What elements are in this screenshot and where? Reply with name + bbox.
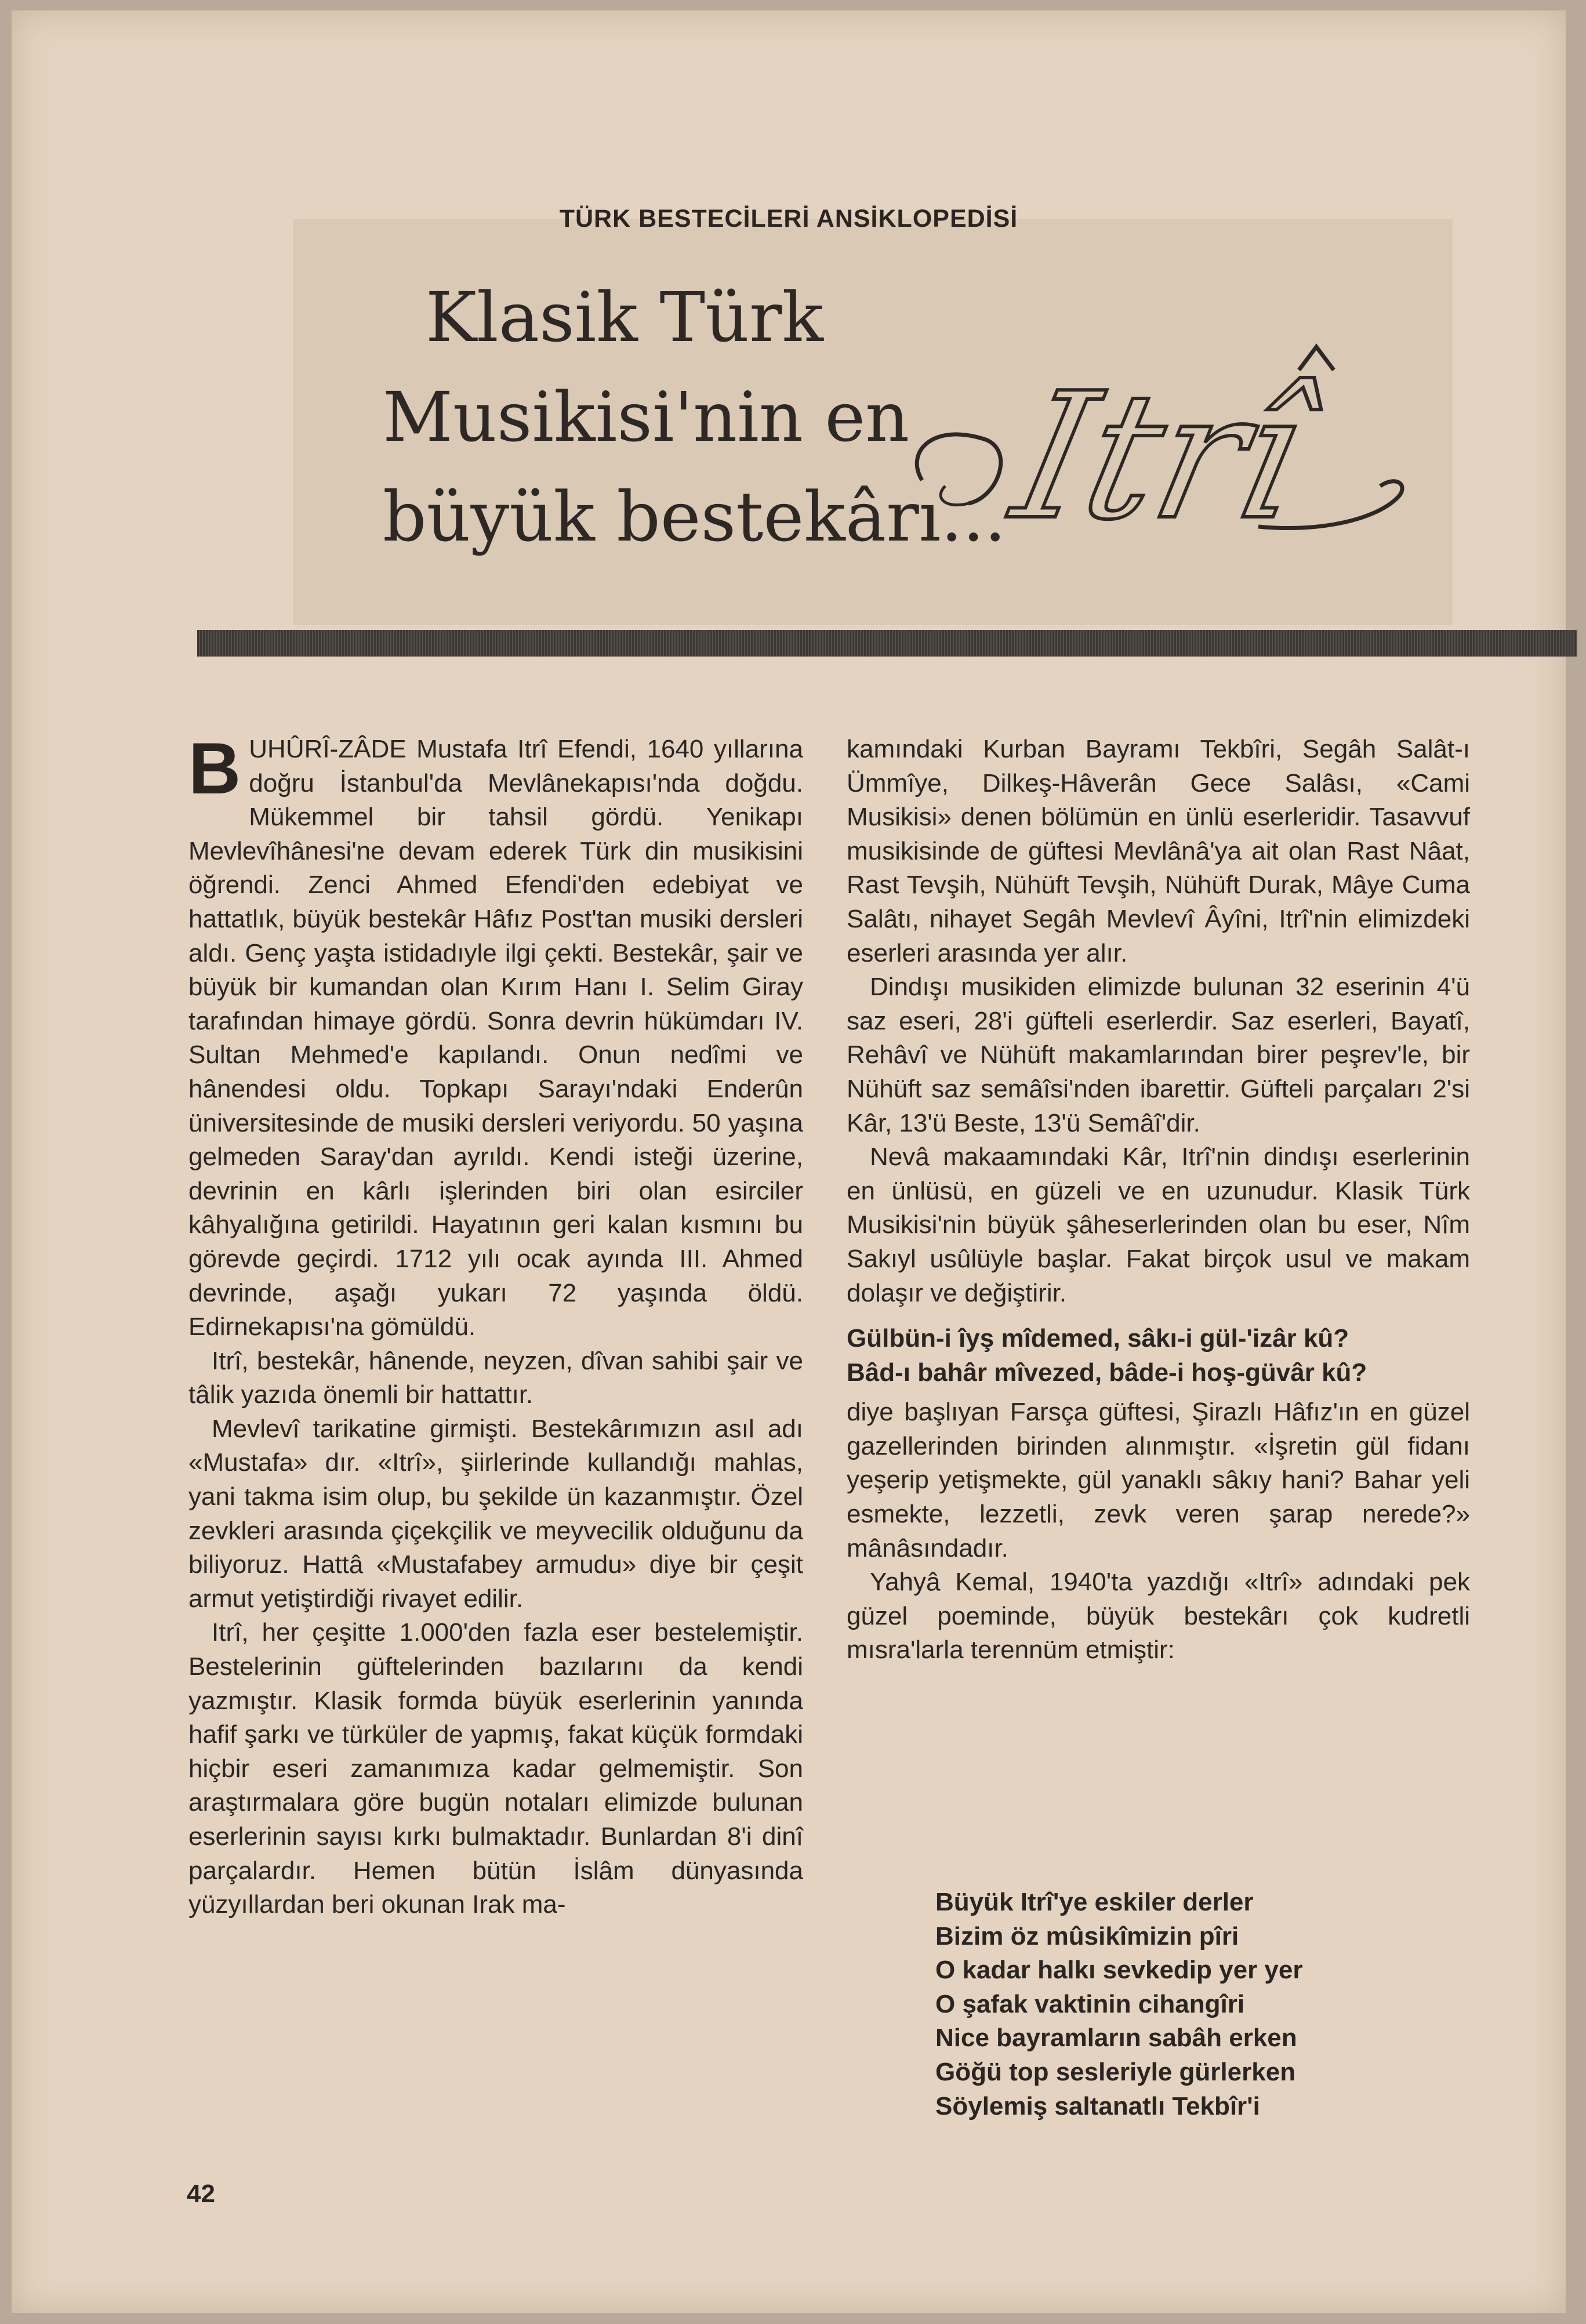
paragraph: Dindışı musikiden elimizde bulunan 32 eserinin 4'ü saz eseri, 28'i güfteli eserlerdir. Saz eserleri, Bayatî, Rehâvî ve Nühüft makamlarından birer peşrev'le, bir Nühüft saz semâîsi'nden ibarettir. Güfteli parçaları 2'si Kâr, 13'ü Beste, 13'ü Semâî'dir. [847, 973, 1470, 1137]
page-number: 42 [187, 2180, 215, 2208]
verse-line: Bâd-ı bahâr mîvezed, bâde-i hoş-güvâr kû? [847, 1358, 1367, 1387]
headline-line: büyük bestekârı... [383, 477, 1006, 557]
poem-line: Büyük Itrî'ye eskiler derler [935, 1888, 1254, 1916]
paragraph: Yahyâ Kemal, 1940'ta yazdığı «Itrî» adındaki pek güzel poeminde, büyük bestekârı çok kudretli mısra'larla terennüm etmiştir: [847, 1568, 1470, 1665]
series-label: TÜRK BESTECİLERİ ANSİKLOPEDİSİ [559, 205, 1018, 233]
poem [935, 1886, 1457, 2123]
itri-logo [899, 335, 1421, 579]
verse-line: Gülbün-i îyş mîdemed, sâkı-i gül-'izâr kû? [847, 1324, 1349, 1353]
divider-bar [197, 630, 1577, 657]
page-sheet [12, 10, 1566, 2313]
logo-text: Itrî [999, 356, 1320, 558]
paragraph: Itrî, bestekâr, hânende, neyzen, dîvan sahibi şair ve tâlik yazıda önemli bir hattattır. [188, 1346, 803, 1409]
poem-line: O kadar halkı sevkedip yer yer [935, 1956, 1303, 1985]
poem-line: Nice bayramların sabâh erken [935, 2024, 1297, 2053]
headline-line: Klasik Türk [425, 277, 823, 357]
paragraph: Itrî, her çeşitte 1.000'den fazla eser bestelemiştir. Bestelerinin güftelerinden bazılarını da kendi yazmıştır. Klasik formda büyük eserlerinin yanında hafif şarkı ve türküler de yapmış, fakat küçük formdaki hiçbir eseri zamanımıza kadar gelmemiştir. Son araştırmalara göre bugün notaları elimizde bulunan eserlerinin sayısı kırkı bulmaktadır. Bunlardan 8'i dinî parçalardır. Hemen bütün İslâm dünyasında yüzyıllardan beri okunan Irak ma- [188, 1618, 803, 1919]
paragraph: diye başlıyan Farsça güftesi, Şirazlı Hâfız'ın en güzel gazellerinden birinden alınmıştır. «İşretin gül fidanı yeşerip yetişmekte, gül yanaklı sâkıy hani? Bahar yeli esmekte, lezzetli, zevk veren şarap nerede?» mânâsındadır. [847, 1398, 1470, 1562]
paragraph: Nevâ makaamındaki Kâr, Itrî'nin dindışı eserlerinin en ünlüsü, en güzeli ve en uzunudur. Klasik Türk Musikisi'nin büyük şâheserlerinden olan bu eser, Nîm Sakıyl usûlüyle başlar. Fakat birçok usul ve makam dolaşır ve değiştirir. [847, 1143, 1470, 1307]
paragraph: kamındaki Kurban Bayramı Tekbîri, Segâh Salât-ı Ümmîye, Dilkeş-Hâverân Gece Salâsı, «Cami Musikisi» denen bölümün en ünlü eserleridir. Tasavvuf musikisinde de güftesi Mevlânâ'ya ait olan Rast Nâat, Rast Tevşih, Nühüft Tevşih, Nühüft Durak, Mâye Cuma Salâtı, nihayet Segâh Mevlevî Âyîni, Itrî'nin elimizdeki eserleri arasında yer alır. [847, 735, 1470, 967]
article-column-right [847, 733, 1470, 1667]
poem-line: Göğü top sesleriyle gürlerken [935, 2057, 1296, 2086]
headline [383, 277, 1006, 582]
poem-line: Söylemiş saltanatlı Tekbîr'i [935, 2091, 1260, 2120]
headline-line: Musikisi'nin en [383, 377, 910, 457]
article-column-left [188, 728, 803, 1922]
poem-line: Bizim öz mûsikîmizin pîri [935, 1921, 1239, 1950]
poem-line: O şafak vaktinin cihangîri [935, 1989, 1245, 2018]
persian-verse [847, 1322, 1470, 1390]
drop-cap: B [188, 728, 241, 809]
paragraph: UHÛRÎ-ZÂDE Mustafa Itrî Efendi, 1640 yıllarına doğru İstanbul'da Mevlânekapısı'nda doğdu. Mükemmel bir tahsil gördü. Yenikapı Mevlevîhânesi'ne devam ederek Türk din musikisini öğrendi. Zenci Ahmed Efendi'den edebiyat ve hattatlık, büyük bestekâr Hâfız Post'tan musiki dersleri aldı. Genç yaşta istidadıyle ilgi çekti. Bestekâr, şair ve büyük bir kumandan olan Kırım Hanı I. Selim Giray tarafından himaye gördü. Sonra devrin hükümdarı IV. Sultan Mehmed'e kapılandı. Onun nedîmi ve hânendesi oldu. Topkapı Sarayı'ndaki Enderûn üniversitesinde de musiki dersleri veriyordu. 50 yaşına gelmeden Saray'dan ayrıldı. Kendi isteği üzerine, devrinin en kârlı işlerinden biri olan esirciler kâhyalığına getirildi. Hayatının geri kalan kısmını bu görevde geçirdi. 1712 yılı ocak ayında III. Ahmed devrinde, aşağı yukarı 72 yaşında öldü. Edirnekapısı'na gömüldü. [188, 735, 803, 1342]
paragraph: Mevlevî tarikatine girmişti. Bestekârımızın asıl adı «Mustafa» dır. «Itrî», şiirlerinde kullandığı mahlas, yani takma isim olup, bu şekilde ün kazanmıştır. Özel zevkleri arasında çiçekçilik ve meyvecilik olduğunu da biliyoruz. Hattâ «Mustafabey armudu» diye bir çeşit armut yetiştirdiği rivayet edilir. [188, 1414, 803, 1613]
